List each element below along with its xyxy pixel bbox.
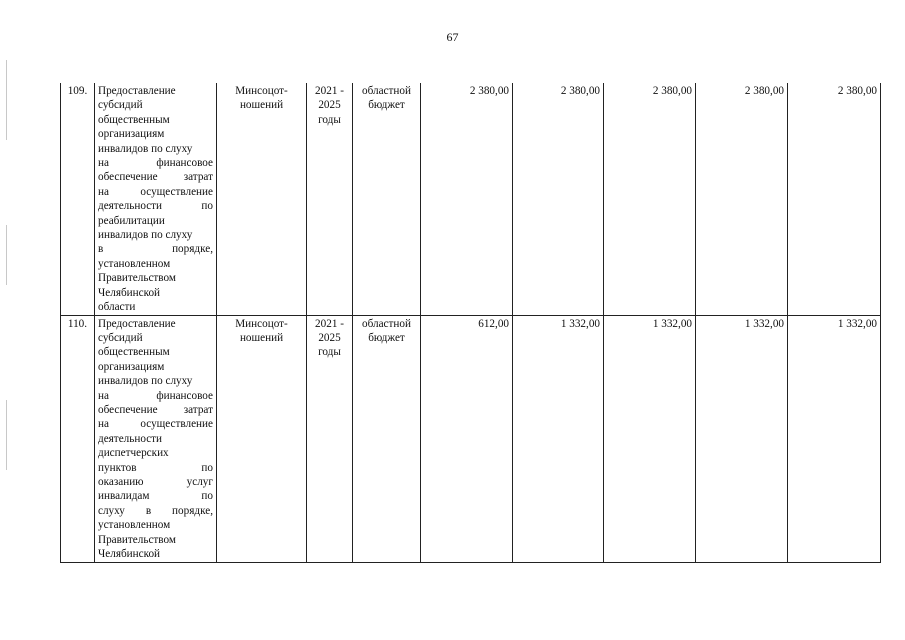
value-cell: 2 380,00 <box>513 83 604 315</box>
executor-cell <box>217 83 307 315</box>
description-line: Предоставление <box>98 317 176 330</box>
period-line: годы <box>318 346 341 359</box>
executor-cell <box>217 315 307 562</box>
funding-source-line: областной <box>362 85 411 97</box>
description-line: общественным <box>98 113 170 126</box>
description-line: Правительством <box>98 533 176 546</box>
description-line: пунктов по <box>98 461 213 474</box>
period-line: 2021 - <box>315 317 344 330</box>
description-line: инвалидам по <box>98 490 213 503</box>
executor-line: Минсоцот- <box>235 317 288 330</box>
description-line: области <box>98 301 136 314</box>
description-line: организациям <box>98 360 165 373</box>
description-line: Челябинской <box>98 286 161 299</box>
scan-edge-line <box>6 60 7 140</box>
program-measures-table <box>60 83 881 563</box>
funding-source-line: бюджет <box>368 99 405 112</box>
period-line: 2025 <box>318 99 341 112</box>
page-number: 67 <box>446 30 459 44</box>
value-cell: 1 332,00 <box>513 315 604 562</box>
description-line: Предоставление <box>98 85 176 97</box>
funding-source-cell <box>353 83 421 315</box>
value-cell: 2 380,00 <box>421 83 513 315</box>
measure-description <box>95 315 217 562</box>
description-line: на финансовое <box>98 157 213 170</box>
measure-description <box>95 83 217 315</box>
description-line: диспетчерских <box>98 447 169 460</box>
period-line: годы <box>318 113 341 126</box>
row-number: 110. <box>61 315 95 562</box>
description-line: инвалидов по слуху <box>98 142 193 155</box>
description-line: инвалидов по слуху <box>98 375 193 388</box>
description-line: Правительством <box>98 272 176 285</box>
period-line: 2025 <box>318 331 341 344</box>
description-line: общественным <box>98 346 170 359</box>
funding-source-cell <box>353 315 421 562</box>
row-number: 109. <box>61 83 95 315</box>
description-line: на финансовое <box>98 389 213 402</box>
value-cell: 1 332,00 <box>604 315 696 562</box>
description-line: на осуществление <box>98 418 213 431</box>
funding-source-line: бюджет <box>368 331 405 344</box>
description-line: реабилитации <box>98 214 165 227</box>
value-cell: 612,00 <box>421 315 513 562</box>
description-line: субсидий <box>98 99 143 112</box>
executor-line: ношений <box>239 331 284 344</box>
table-row <box>61 83 881 315</box>
period-cell <box>307 83 353 315</box>
value-cell: 2 380,00 <box>788 83 881 315</box>
description-line: инвалидов по слуху <box>98 229 193 242</box>
description-line: деятельности <box>98 432 163 445</box>
value-cell: 1 332,00 <box>788 315 881 562</box>
description-line: оказанию услуг <box>98 475 213 488</box>
value-cell: 1 332,00 <box>696 315 788 562</box>
period-cell <box>307 315 353 562</box>
description-line: установленном <box>98 519 171 532</box>
description-line: на осуществление <box>98 185 213 198</box>
funding-source-line: областной <box>362 317 411 330</box>
executor-line: ношений <box>239 99 284 112</box>
scan-edge-line <box>6 400 7 470</box>
description-line: установленном <box>98 257 171 270</box>
value-cell: 2 380,00 <box>696 83 788 315</box>
description-line: Челябинской <box>98 548 161 560</box>
table-row <box>61 315 881 562</box>
executor-line: Минсоцот- <box>235 85 288 97</box>
description-line: субсидий <box>98 331 143 344</box>
description-line: обеспечение затрат <box>98 403 213 416</box>
description-line: организациям <box>98 128 165 141</box>
description-line: деятельности по <box>98 200 213 213</box>
period-line: 2021 - <box>315 85 344 97</box>
description-line: в порядке, <box>98 243 213 256</box>
scan-edge-line <box>6 225 7 285</box>
description-line: слуху в порядке, <box>98 504 213 517</box>
value-cell: 2 380,00 <box>604 83 696 315</box>
description-line: обеспечение затрат <box>98 171 213 184</box>
